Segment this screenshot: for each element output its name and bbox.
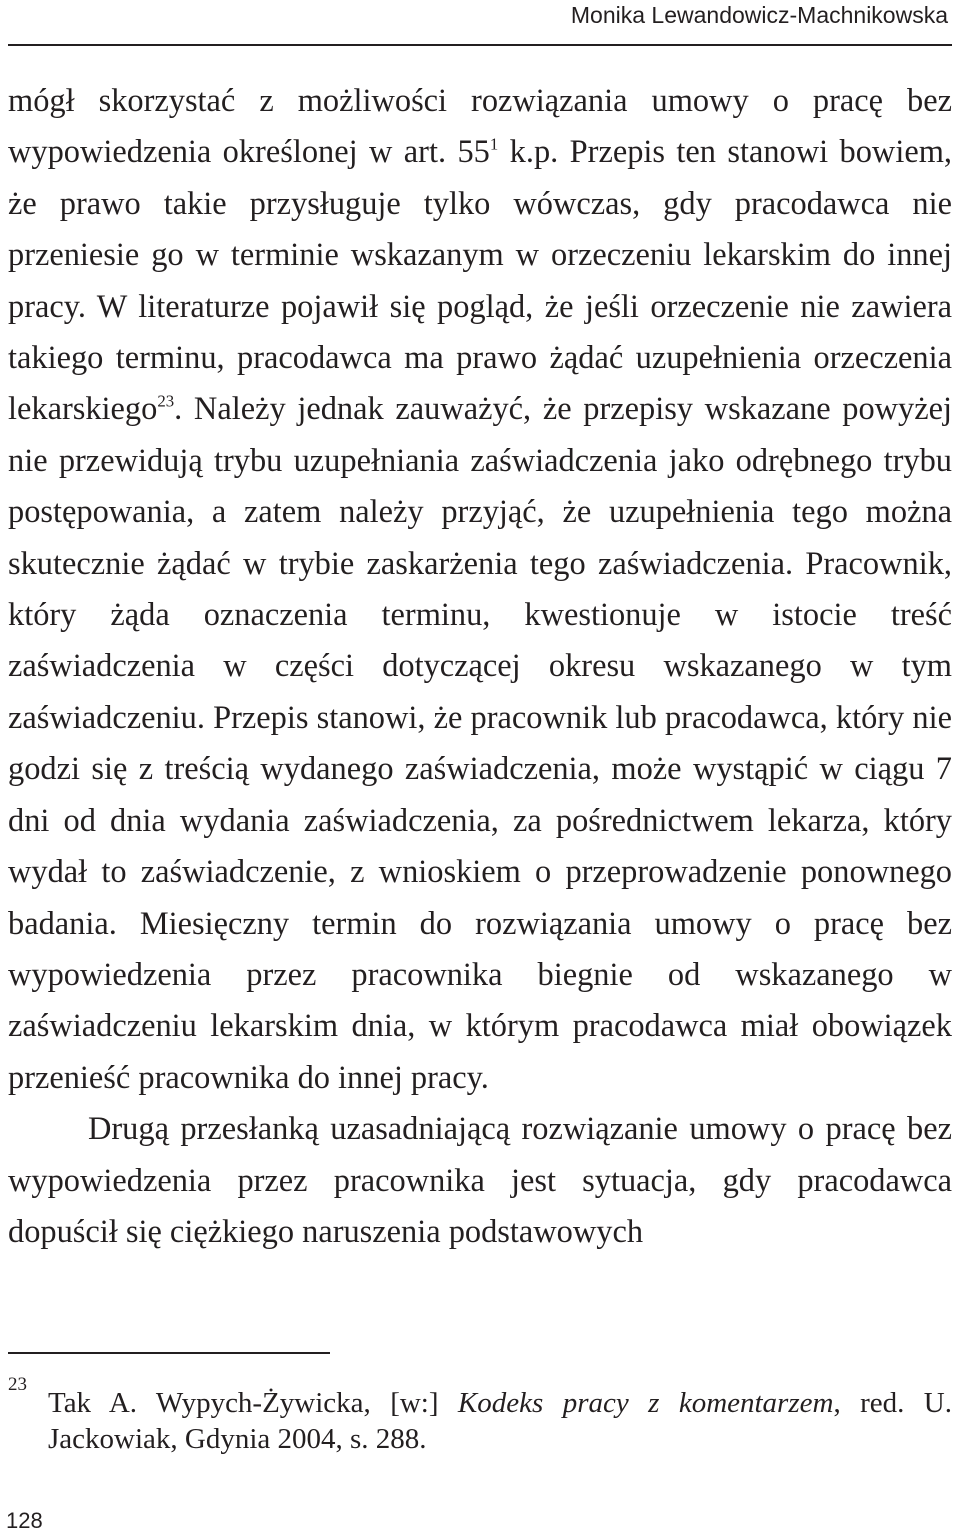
running-header-author: Monika Lewandowicz-Machnikowska: [570, 2, 948, 28]
paragraph-2: Drugą przesłanką uzasadniającą rozwiązanie umowy o pracę bez wypowiedzenia przez pracownika jest sytuacja, gdy pracodawca dopuścił się ciężkiego naruszenia podstawowych: [8, 1111, 952, 1250]
paragraph-1-text-b: k.p. Przepis ten stanowi bowiem, że prawo takie przysługuje tylko wówczas, gdy pracodawca nie przeniesie go w terminie wskazanym w orzeczeniu lekarskim do innej pracy. W literaturze pojawił się pogląd, że jeśli orzeczenie nie zawiera takiego terminu, pracodawca ma prawo żądać uzupełnienia orzeczenia lekarskiego: [8, 134, 952, 428]
footnote-text-a: Tak A. Wypych-Żywicka, [w:]: [48, 1387, 458, 1419]
footnote-number: 23: [8, 1374, 27, 1395]
paragraph-1: [8, 76, 952, 1104]
footnote-book-title: Kodeks pracy z komentarzem: [457, 1387, 834, 1419]
footnote-text: [48, 1385, 952, 1457]
paragraph-1-text-c: . Należy jednak zauważyć, że przepisy wskazane powyżej nie przewidują trybu uzupełniania zaświadczenia jako odrębnego trybu postępowania, a zatem należy przyjąć, że uzupełnienia tego można skutecznie żądać w trybie zaskarżenia tego zaświadczenia. Pracownik, który żąda oznaczenia terminu, kwestionuje w istocie treść zaświadczenia w części dotyczącej okresu wskazanego w tym zaświadczeniu. Przepis stanowi, że pracownik lub pracodawca, który nie godzi się z treścią wydanego zaświadczenia, może wystąpić w ciągu 7 dni od dnia wydania zaświadczenia, za pośrednictwem lekarza, który wydał to zaświadczenie, z wnioskiem o przeprowadzenie ponownego badania. Miesięczny termin do rozwiązania umowy o pracę bez wypowiedzenia przez pracownika biegnie od wskazanego w zaświadczeniu lekarskim dnia, w którym pracodawca miał obowiązek przenieść pracownika do innej pracy.: [8, 391, 952, 1096]
header-rule: [8, 44, 952, 46]
paragraph-1-text-a: mógł skorzystać z możliwości rozwiązania umowy o pracę bez wypowiedzenia określonej w art. 55: [8, 83, 952, 171]
article-superscript: 1: [489, 134, 499, 154]
page-number: 128: [6, 1508, 43, 1533]
main-text: [8, 76, 952, 1258]
footnote-rule: [8, 1352, 330, 1354]
footnote-reference[interactable]: 23: [157, 391, 175, 411]
footnote-text-b: , red. U. Jackowiak, Gdynia 2004, s. 288.: [48, 1387, 952, 1455]
footnote-23: [8, 1374, 952, 1457]
